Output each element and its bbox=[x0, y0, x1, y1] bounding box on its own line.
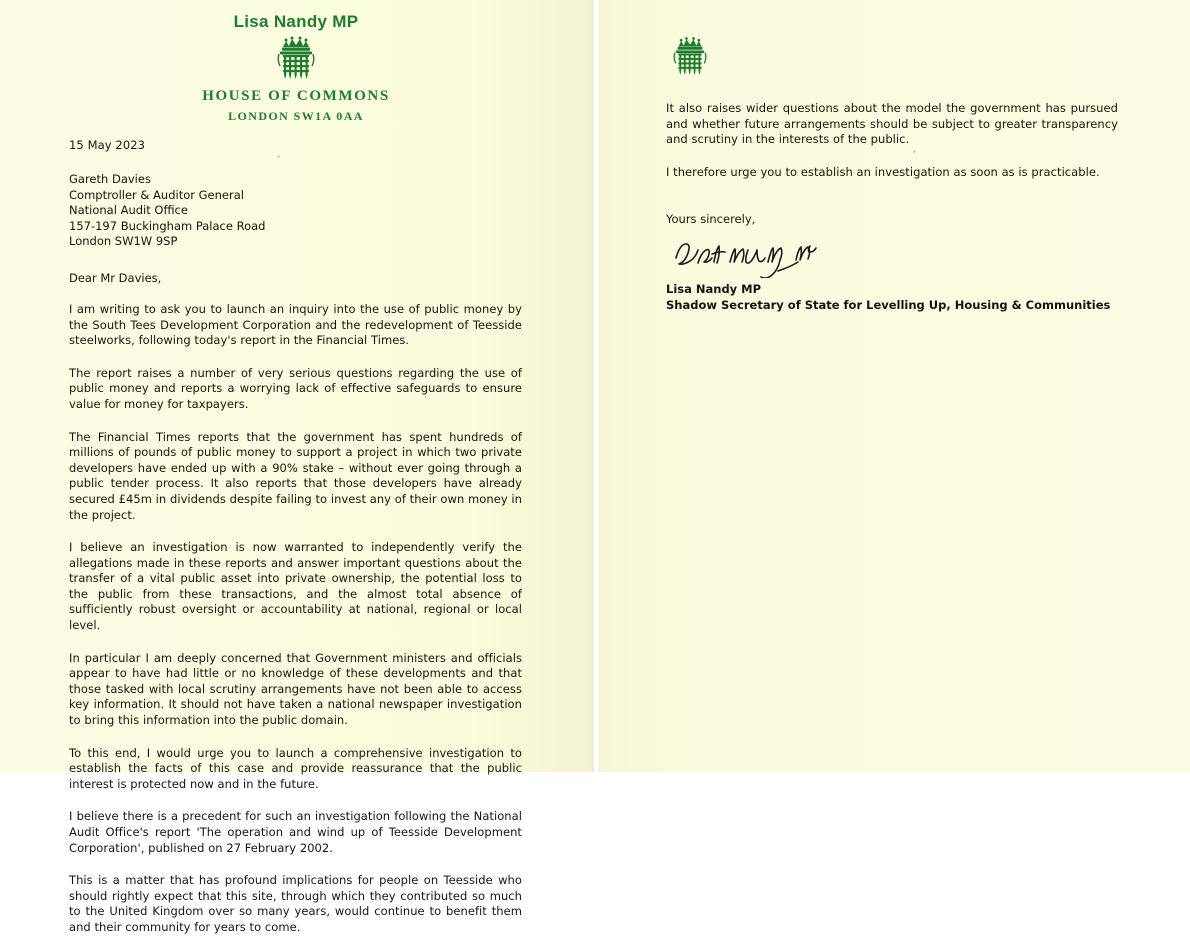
addressee-block bbox=[69, 172, 522, 250]
addressee-line: 157-197 Buckingham Palace Road bbox=[69, 218, 266, 233]
addressee-line: London SW1W 9SP bbox=[69, 234, 178, 249]
addressee-line: Comptroller & Auditor General bbox=[69, 187, 244, 202]
letter-paragraph: In particular I am deeply concerned that Government ministers and officials appear to have had little or no knowledge of these developments and that those tasked with local scrutiny arrangements have not been able to access key information. It should not have taken a national newspaper investigation to bring this information into the public domain. bbox=[69, 650, 522, 728]
signature-name: Lisa Nandy MP bbox=[666, 282, 762, 297]
letterhead-address: LONDON SW1A 0AA bbox=[228, 109, 364, 123]
letter-paragraph: This is a matter that has profound implications for people on Teesside who should rightly expect that this site, through which they contributed so much to the United Kingdom over so many years, would continue to benefit them and their community for years to come. bbox=[69, 873, 522, 934]
addressee-line: Gareth Davies bbox=[69, 172, 151, 186]
letter-paragraph: The report raises a number of very serious questions regarding the use of public money and reports a worrying lack of effective safeguards to ensure value for money for taxpayers. bbox=[69, 365, 522, 411]
letter-paragraph: I believe there is a precedent for such an investigation following the National Audit Office's report 'The operation and wind up of Teesside Development Corporation', published on 27 February 2002. bbox=[69, 809, 522, 855]
letter-page-1 bbox=[0, 0, 592, 934]
signoff: Yours sincerely, bbox=[666, 212, 756, 227]
addressee-line: National Audit Office bbox=[69, 203, 188, 218]
letter-paragraph: I believe an investigation is now warranted to independently verify the allegations made in these reports and answer important questions about the transfer of a vital public asset into private ownership, the potential loss to the public from these transactions, and the almost total absence of sufficiently robust oversight or accountability at national, regional or local level. bbox=[69, 540, 522, 633]
letter-page-2 bbox=[600, 0, 1190, 772]
scan-speck bbox=[913, 150, 916, 153]
portcullis-crest-icon bbox=[666, 36, 720, 84]
letterhead bbox=[0, 0, 592, 124]
letter-date: 15 May 2023 bbox=[69, 138, 146, 152]
letter-body-page-2 bbox=[600, 0, 1190, 312]
letterhead-name: Lisa Nandy MP bbox=[233, 12, 359, 31]
signature-title: Shadow Secretary of State for Levelling Up, Housing & Communities bbox=[666, 298, 1111, 313]
handwritten-signature bbox=[670, 232, 1118, 278]
page-gutter bbox=[592, 0, 600, 772]
letter-paragraph: I am writing to ask you to launch an inquiry into the use of public money by the South Tees Development Corporation and the redevelopment of Teesside steelworks, following today's report in the Financial Times. bbox=[69, 301, 522, 348]
letter-paragraph: It also raises wider questions about the model the government has pursued and whether future arrangements should be subject to greater transparency and scrutiny in the interests of the public. bbox=[666, 101, 1118, 147]
letter-body-page-1 bbox=[0, 138, 592, 936]
letter-paragraph: To this end, I would urge you to launch a comprehensive investigation to establish the facts of this case and provide reassurance that the public interest is protected now and in the future. bbox=[69, 745, 522, 791]
crest-container bbox=[666, 0, 1118, 84]
salutation: Dear Mr Davies, bbox=[69, 270, 162, 285]
letter-paragraph: The Financial Times reports that the government has spent hundreds of millions of pounds of public money to support a project in which two private developers have ended up with a 90% stake – without ever going through a public tender process. It also reports that those developers have already secured £45m in dividends despite failing to invest any of their own money in the project. bbox=[69, 429, 522, 522]
letterhead-house: HOUSE OF COMMONS bbox=[202, 88, 390, 104]
letter-paragraph: I therefore urge you to establish an investigation as soon as is practicable. bbox=[666, 164, 1100, 179]
portcullis-crest-icon bbox=[269, 36, 323, 84]
scan-speck bbox=[277, 155, 280, 158]
